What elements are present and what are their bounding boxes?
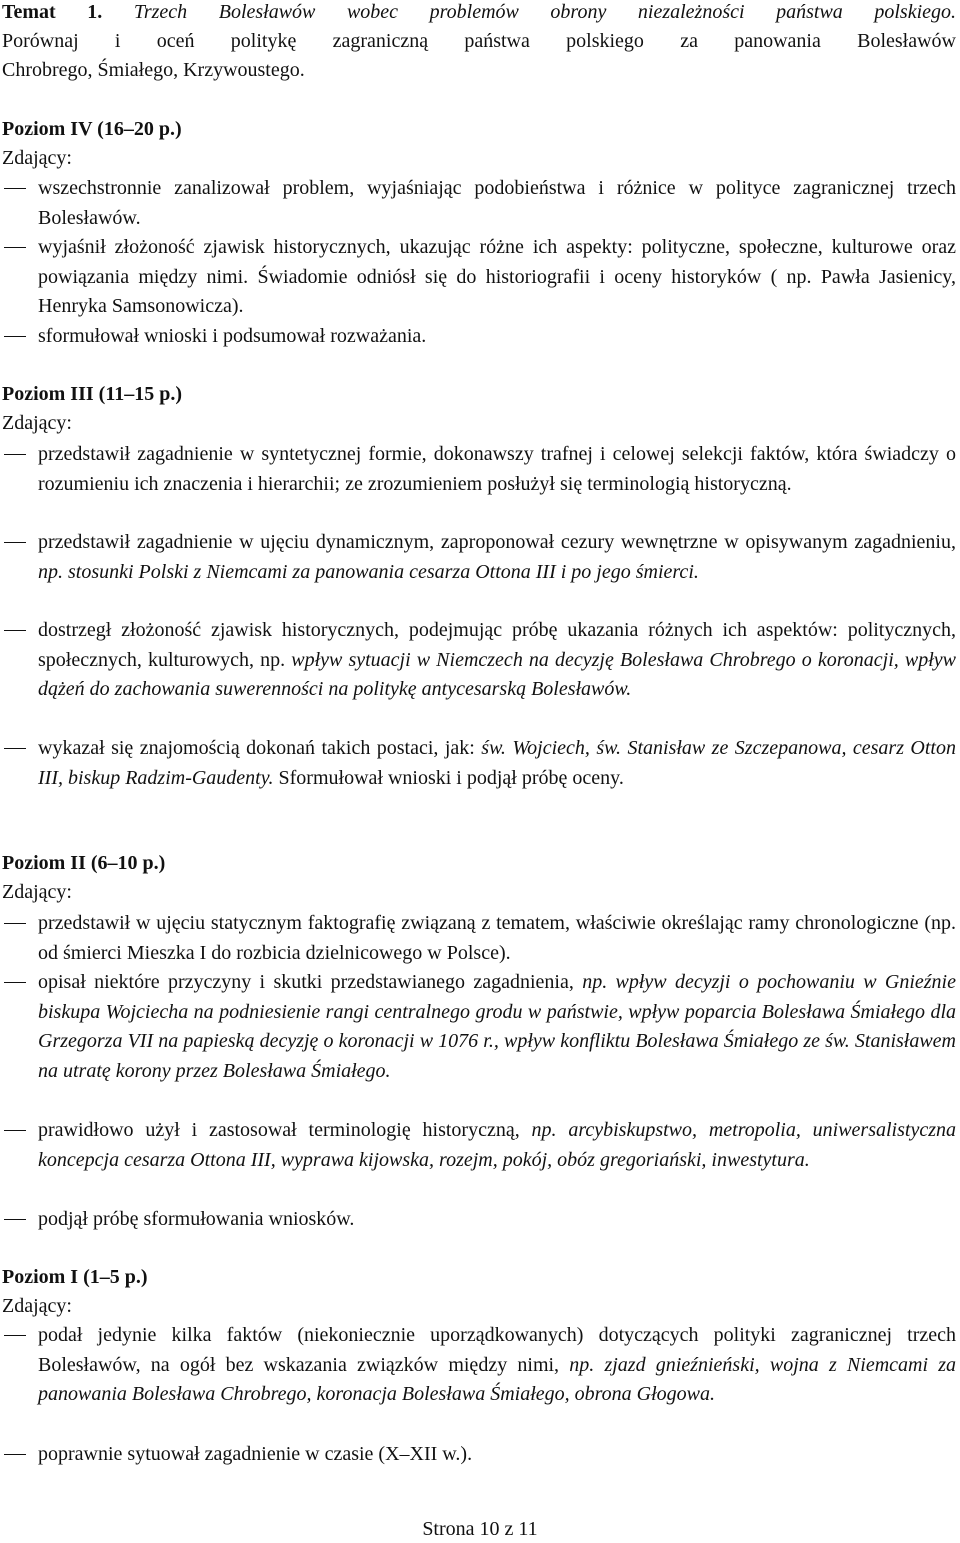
level-2-title: Poziom II (6–10 p.) [2, 852, 166, 874]
dash-marker [4, 923, 26, 924]
example-text: np. stosunki Polski z Niemcami za panowania cesarza Ottona III i po jego śmierci. [38, 560, 699, 583]
example-text: np. arcybiskupstwo, metropolia, uniwersalistyczna koncepcja cesarza Ottona III, wyprawa kijowska, rozejm, pokój, obóz gregoriański, inwestytura. [38, 1119, 956, 1171]
list-item-text [38, 528, 956, 587]
dash-marker [4, 1335, 26, 1336]
item-text-run: opisał niektóre przyczyny i skutki przedstawianego zagadnienia, [38, 971, 583, 993]
dash-marker [4, 542, 26, 543]
dash-marker [4, 748, 26, 749]
topic-line-3: Chrobrego, Śmiałego, Krzywoustego. [2, 59, 305, 81]
item-text-run: wyjaśnił złożoność zjawisk historycznych, ukazując różne ich aspekty: polityczne, społeczne, kulturowe oraz powiązania między nimi. Świadomie odniósł się do historiografii i oceny historyków ( np. Pawła Jasienicy, Henryka Samsonowicza). [38, 236, 956, 317]
dash-marker [4, 1130, 26, 1131]
list-item-text [38, 968, 956, 1086]
level-3-title: Poziom III (11–15 p.) [2, 383, 182, 405]
topic-line-2: Porównaj i oceń politykę zagraniczną państwa polskiego za panowania Bolesławów [2, 30, 956, 52]
list-item-text [38, 909, 956, 968]
level-4-lead: Zdający: [2, 147, 72, 169]
example-text: św. Wojciech, św. Stanisław ze Szczepanowa, cesarz Otton III, biskup Radzim-Gaudenty. [38, 737, 956, 789]
topic-prefix: Temat 1. [2, 1, 103, 23]
list-item-text [38, 440, 956, 499]
level-1-lead: Zdający: [2, 1295, 72, 1317]
list-item-text [38, 174, 956, 233]
list-item-text [38, 1321, 956, 1410]
dash-marker [4, 630, 26, 631]
item-text-run: podjął próbę sformułowania wniosków. [38, 1208, 355, 1230]
level-2-lead: Zdający: [2, 881, 72, 903]
level-1-title: Poziom I (1–5 p.) [2, 1266, 148, 1288]
dash-marker [4, 247, 26, 248]
item-text-run: wykazał się znajomością dokonań takich postaci, jak: [38, 737, 482, 759]
example-text: np. zjazd gnieźnieński, wojna z Niemcami za panowania Bolesława Chrobrego, koronacja Bolesława Śmiałego, obrona Głogowa. [38, 1353, 957, 1405]
dash-marker [4, 1219, 26, 1220]
level-4-title: Poziom IV (16–20 p.) [2, 118, 182, 140]
dash-marker [4, 982, 26, 983]
item-text-run: dostrzegł złożoność zjawisk historycznych, podejmując próbę ukazania różnych ich aspektów: politycznych, społecznych, kulturowych, np. [38, 619, 956, 671]
example-text: wpływ sytuacji w Niemczech na decyzję Bolesława Chrobrego o koronacji, wpływ dążeń do zachowania suwerenności na politykę antycesarską Bolesławów. [38, 648, 956, 700]
topic-title: Trzech Bolesławów wobec problemów obrony niezależności państwa polskiego. [133, 1, 957, 23]
item-text-run: podał jedynie kilka faktów (niekoniecznie uporządkowanych) dotyczących polityki zagranicznej trzech Bolesławów, na ogół bez wskazania związków między nimi, [38, 1324, 956, 1376]
level-3-lead: Zdający: [2, 412, 72, 434]
item-text-run: wszechstronnie zanalizował problem, wyjaśniając podobieństwa i różnice w polityce zagranicznej trzech Bolesławów. [38, 177, 956, 229]
dash-marker [4, 188, 26, 189]
list-item-text [38, 616, 956, 705]
list-item-text [38, 322, 956, 352]
item-text-run: sformułował wnioski i podsumował rozważania. [38, 325, 427, 347]
dash-marker [4, 336, 26, 337]
item-text-run: poprawnie sytuował zagadnienie w czasie (X–XII w.). [38, 1443, 473, 1465]
page-number: Strona 10 z 11 [422, 1518, 538, 1540]
item-text-run: przedstawił zagadnienie w syntetycznej formie, dokonawszy trafnej i celowej selekcji faktów, która świadczy o rozumieniu ich znaczenia i hierarchii; ze zrozumieniem posłużył się terminologią historyczną. [38, 443, 956, 495]
topic-line-1 [2, 0, 956, 28]
dash-marker [4, 1454, 26, 1455]
list-item-text [38, 1440, 956, 1470]
list-item-text [38, 1205, 956, 1235]
list-item-text [38, 734, 956, 793]
example-text: np. wpływ decyzji o pochowaniu w Gnieźnie biskupa Wojciecha na podniesienie rangi centralnego grodu w państwie, wpływ poparcia Bolesława Śmiałego dla Grzegorza VII na papieską decyzję o koronacji w 1076 r., wpływ konfliktu Bolesława Śmiałego ze św. Stanisławem na utratę korony przez Bolesława Śmiałego. [38, 971, 956, 1082]
dash-marker [4, 454, 26, 455]
list-item-text [38, 1116, 956, 1175]
item-text-run: prawidłowo użył i zastosował terminologię historyczną, [38, 1119, 532, 1141]
item-text-run: Sformułował wnioski i podjął próbę oceny. [273, 766, 624, 789]
list-item-text [38, 233, 956, 322]
item-text-run: przedstawił zagadnienie w ujęciu dynamicznym, zaproponował cezury wewnętrzne w opisywanym zagadnieniu, [38, 531, 956, 553]
item-text-run: przedstawił w ujęciu statycznym faktografię związaną z tematem, właściwie określając ramy chronologiczne (np. od śmierci Mieszka I do rozbicia dzielnicowego w Polsce). [38, 912, 956, 964]
